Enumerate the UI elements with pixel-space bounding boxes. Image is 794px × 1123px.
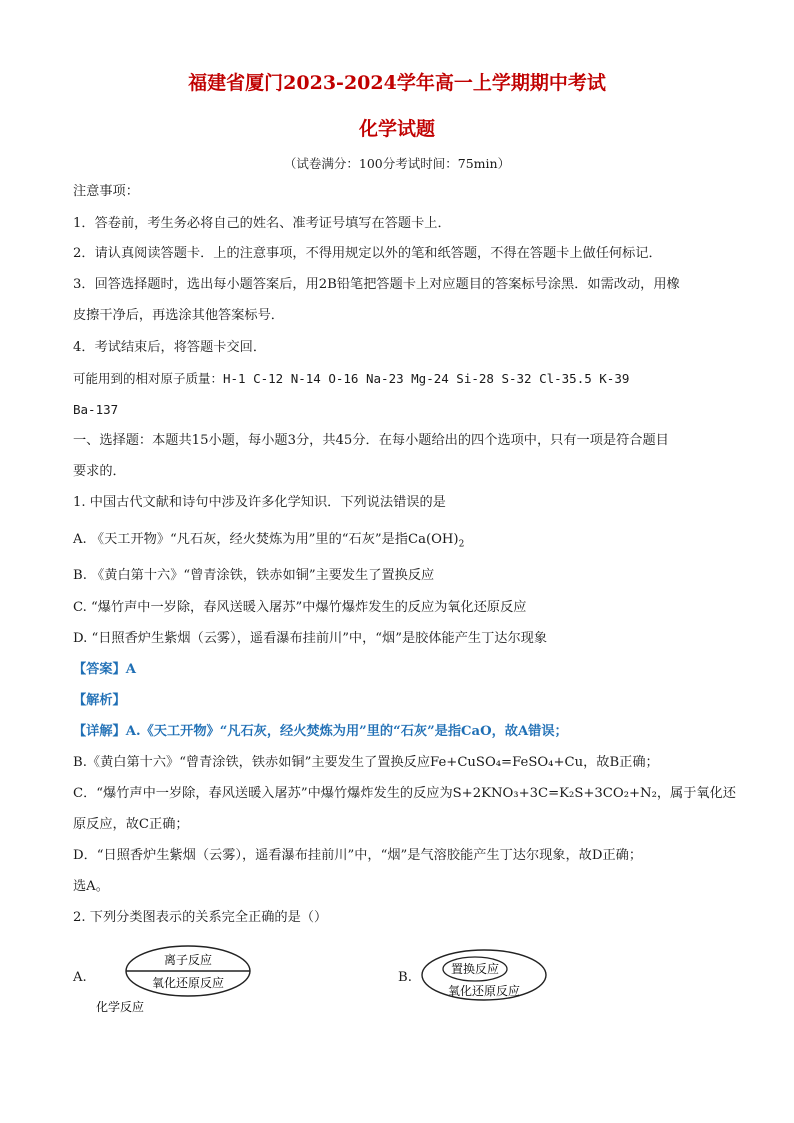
detail-c: C．“爆竹声中一岁除，春风送暖入屠苏”中爆竹爆炸发生的反应为S+2KNO₃+3C=K₂S+3CO₂+N₂，属于氧化还	[73, 786, 736, 801]
diagram-option-a	[88, 940, 268, 1020]
detail-a-text: 【详解】A.《天工开物》“凡石灰，经火焚炼为用”里的“石灰”是指CaO，故A错误；	[73, 724, 568, 739]
exam-title: 福建省厦门2023-2024学年高一上学期期中考试	[188, 72, 606, 94]
option-a-letter: A.	[73, 970, 87, 985]
notice-heading: 注意事项：	[73, 184, 139, 199]
diagram-a-outer-label: 化学反应	[95, 1000, 145, 1014]
question-1-stem: 1. 中国古代文献和诗句中涉及许多化学知识．下列说法错误的是	[73, 495, 446, 510]
detail-c-cont: 原反应，故C正确；	[73, 817, 189, 832]
diagram-a-top-label: 离子反应	[163, 953, 213, 967]
question-2-stem: 2. 下列分类图表示的关系完全正确的是（）	[73, 910, 328, 925]
notice-item: 1．答卷前，考生务必将自己的姓名、准考证号填写在答题卡上．	[73, 216, 451, 231]
atomic-masses-line: Ba-137	[73, 402, 119, 417]
analysis-label: 【解析】	[73, 693, 126, 708]
question-1-option-a	[73, 530, 464, 555]
section-intro: 一、选择题：本题共15小题，每小题3分，共45分．在每小题给出的四个选项中，只有一项是符合题目	[73, 433, 669, 448]
answer-label: 【答案】A	[73, 662, 136, 677]
detail-b: B.《黄白第十六》“曾青涂铁，铁赤如铜”主要发生了置换反应Fe+CuSO₄=FeSO₄+Cu，故B正确；	[73, 755, 659, 770]
section-intro: 要求的．	[73, 464, 126, 479]
detail-a	[73, 722, 568, 742]
notice-item: 皮擦干净后，再选涂其他答案标号．	[73, 308, 284, 323]
detail-conclusion: 选A。	[73, 879, 109, 894]
option-b-letter: B.	[398, 970, 412, 985]
notice-item: 3．回答选择题时，选出每小题答案后，用2B铅笔把答题卡上对应题目的答案标号涂黑．如需改动，用橡	[73, 277, 680, 292]
diagram-b-outer-label: 氧化还原反应	[447, 984, 521, 998]
question-1-option-b: B. 《黄白第十六》“曾青涂铁，铁赤如铜”主要发生了置换反应	[73, 568, 435, 583]
atomic-masses-line: 可能用到的相对原子质量：H-1 C-12 N-14 O-16 Na-23 Mg-24 Si-28 S-32 Cl-35.5 K-39	[73, 371, 630, 386]
notice-item: 4．考试结束后，将答题卡交回．	[73, 340, 267, 355]
detail-d: D．“日照香炉生紫烟（云雾），遥看瀑布挂前川”中，“烟”是气溶胶能产生丁达尔现象，故D正确；	[73, 848, 643, 863]
option-a-text: A. 《天工开物》“凡石灰，经火焚炼为用”里的“石灰”是指Ca(OH)	[73, 532, 459, 547]
notice-item: 2．请认真阅读答题卡．上的注意事项，不得用规定以外的笔和纸答题，不得在答题卡上做任何标记．	[73, 246, 662, 261]
subscript: 2	[458, 539, 465, 550]
diagram-a-bottom-label: 氧化还原反应	[151, 976, 225, 990]
diagram-option-b	[412, 944, 562, 1010]
exam-info: （试卷满分：100分考试时间：75min）	[283, 156, 511, 171]
question-1-option-c: C. “爆竹声中一岁除，春风送暖入屠苏”中爆竹爆炸发生的反应为氧化还原反应	[73, 600, 527, 615]
diagram-b-inner-label: 置换反应	[450, 962, 500, 976]
exam-subtitle: 化学试题	[358, 118, 435, 140]
question-1-option-d: D. “日照香炉生紫烟（云雾），遥看瀑布挂前川”中，“烟”是胶体能产生丁达尔现象	[73, 631, 548, 646]
